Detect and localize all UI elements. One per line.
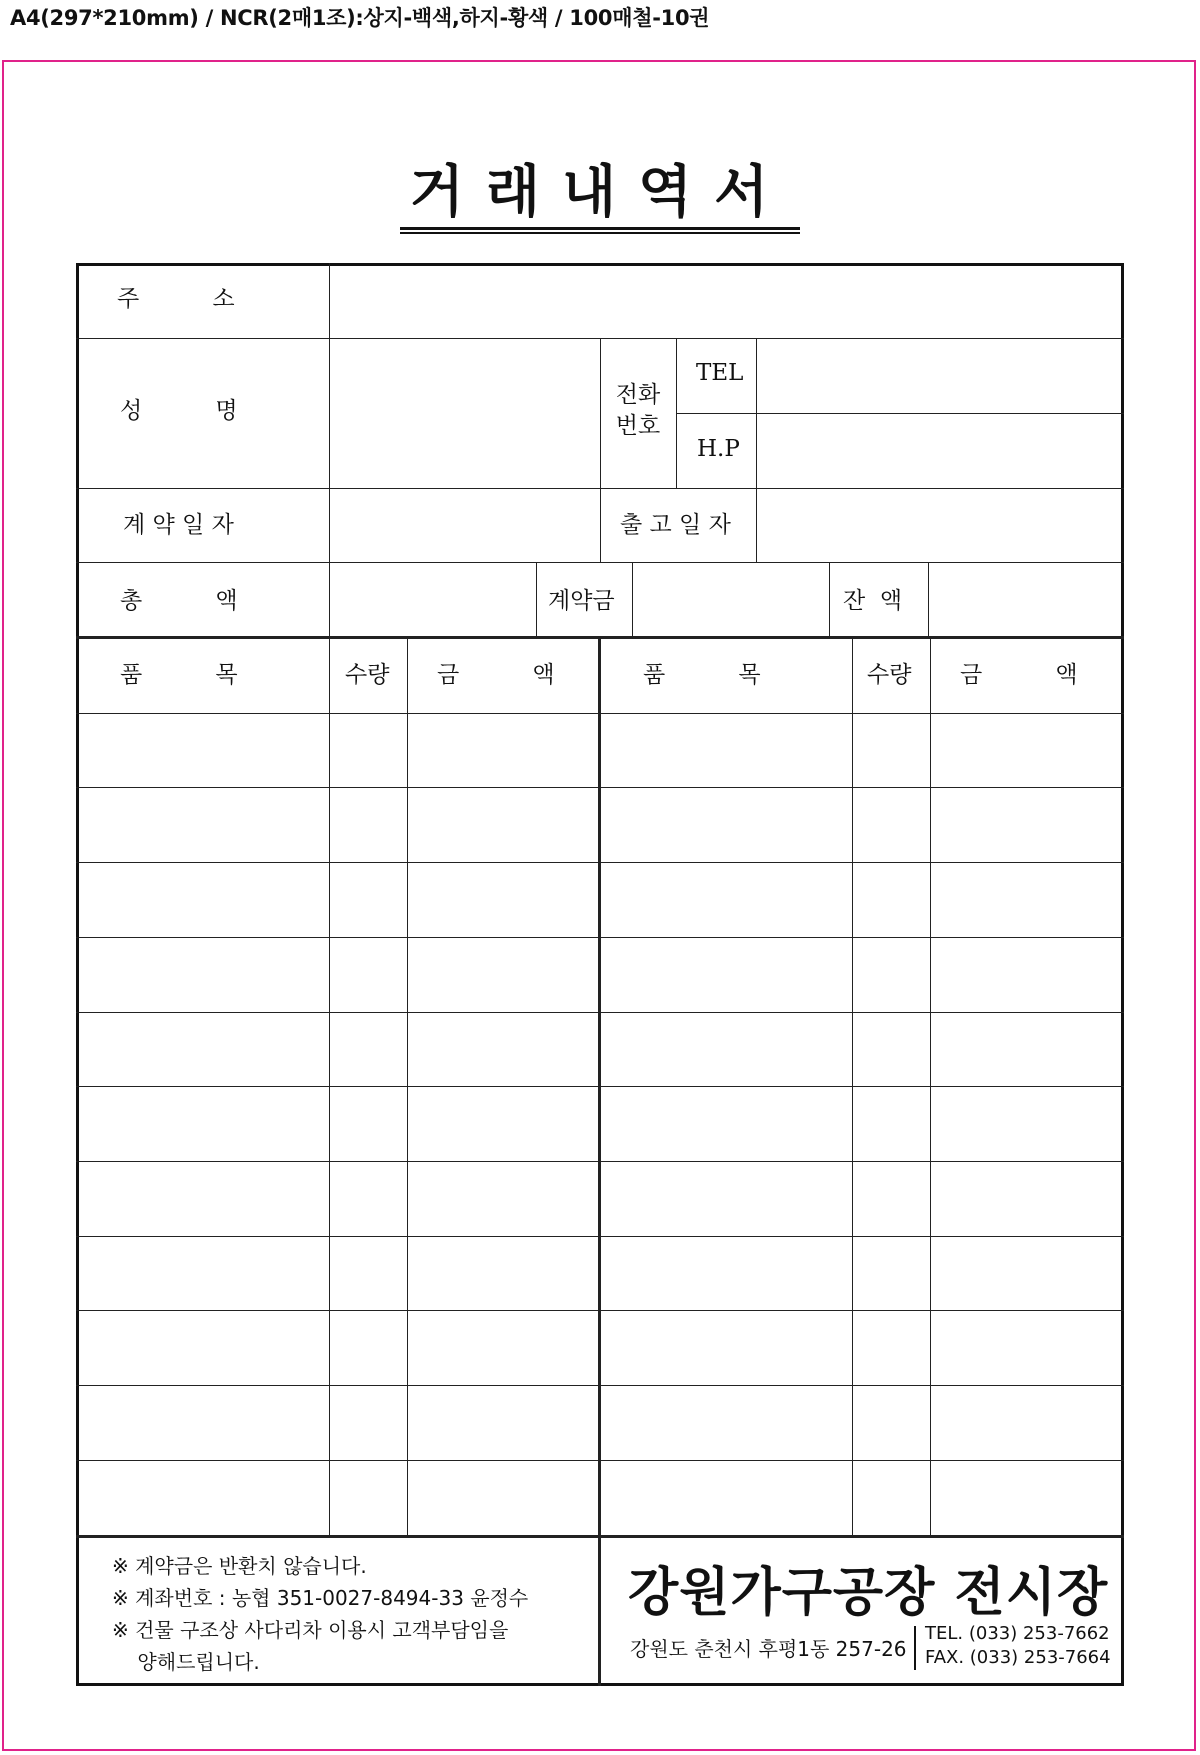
col-divider — [928, 562, 929, 638]
balance-label: 잔 액 — [843, 588, 903, 614]
company-tel: TEL. (033) 253-7662 — [925, 1623, 1110, 1644]
document-title: 거래내역서 — [409, 159, 791, 225]
phone-label: 전화 번호 — [615, 382, 661, 439]
center-divider — [598, 638, 601, 1686]
table-row-divider — [76, 713, 1124, 714]
col-qty-left: 수량 — [345, 662, 390, 688]
col-divider — [407, 638, 408, 1537]
col-divider — [852, 638, 853, 1537]
spec-line: A4(297*210mm) / NCR(2매1조):상지-백색,하지-황색 / 100매철-10권 — [10, 6, 710, 30]
table-row-divider — [76, 862, 1124, 863]
company-address: 강원도 춘천시 후평1동 257-26 — [630, 1637, 907, 1661]
col-amount-left: 금 액 — [437, 662, 555, 688]
note-3: ※ 건물 구조상 사다리차 이용시 고객부담임을 — [112, 1618, 509, 1642]
note-2: ※ 계좌번호 : 농협 351-0027-8494-33 윤정수 — [112, 1586, 529, 1610]
table-row-divider — [76, 937, 1124, 938]
title-underline — [400, 232, 800, 234]
company-fax: FAX. (033) 253-7664 — [925, 1647, 1111, 1668]
col-divider — [829, 562, 830, 638]
title-underline — [400, 227, 800, 230]
col-divider — [930, 638, 931, 1537]
total-label: 총 액 — [120, 588, 238, 614]
name-label: 성 명 — [120, 398, 238, 424]
row-divider — [676, 413, 1124, 414]
col-divider — [676, 338, 677, 413]
col-item-right: 품 목 — [643, 662, 761, 688]
table-row-divider — [76, 1236, 1124, 1237]
col-divider — [600, 488, 601, 562]
row-divider — [76, 562, 1124, 563]
deposit-label: 계약금 — [548, 588, 615, 614]
table-row-divider — [76, 1310, 1124, 1311]
company-name: 강원가구공장 전시장 — [628, 1563, 1109, 1623]
table-row-divider — [76, 1385, 1124, 1386]
note-1: ※ 계약금은 반환치 않습니다. — [112, 1554, 367, 1578]
col-qty-right: 수량 — [867, 662, 912, 688]
col-amount-right: 금 액 — [960, 662, 1078, 688]
hp-label: H.P — [697, 436, 740, 462]
table-row-divider — [76, 1086, 1124, 1087]
table-row-divider — [76, 1012, 1124, 1013]
table-row-divider — [76, 1460, 1124, 1461]
table-row-divider — [76, 1161, 1124, 1162]
contract-date-label: 계 약 일 자 — [123, 512, 234, 538]
col-divider — [632, 562, 633, 638]
note-4: 양해드립니다. — [112, 1650, 260, 1674]
contact-divider — [914, 1626, 916, 1670]
address-label: 주 소 — [117, 286, 235, 312]
col-divider — [329, 263, 330, 637]
col-item-left: 품 목 — [120, 662, 238, 688]
tel-label: TEL — [696, 360, 744, 386]
col-divider — [536, 562, 537, 638]
col-divider — [329, 638, 330, 1537]
table-row-divider — [76, 787, 1124, 788]
release-date-label: 출 고 일 자 — [620, 512, 731, 538]
col-divider — [756, 338, 757, 562]
col-divider — [676, 413, 677, 488]
